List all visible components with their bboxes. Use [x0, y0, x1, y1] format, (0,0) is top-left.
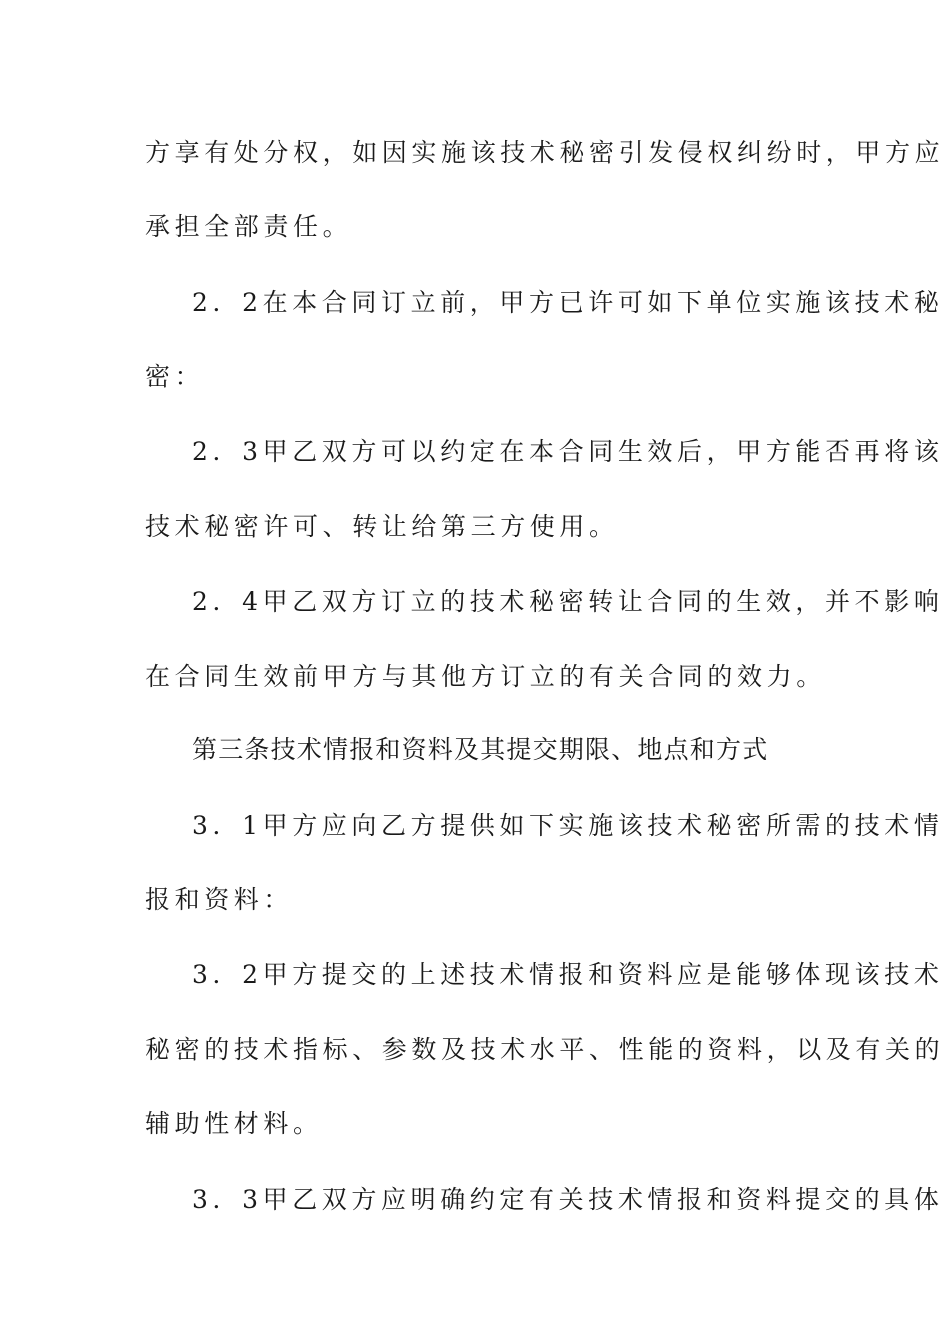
clause-2-2-line: 2．2在本合同订立前，甲方已许可如下单位实施该技术秘	[192, 288, 944, 317]
paragraph-line: 辅助性材料。	[145, 1109, 323, 1138]
paragraph-line: 报和资料：	[145, 885, 294, 914]
clause-3-1-line: 3．1甲方应向乙方提供如下实施该技术秘密所需的技术情	[192, 811, 944, 840]
clause-2-3-line: 2．3甲乙双方可以约定在本合同生效后，甲方能否再将该	[192, 437, 944, 466]
paragraph-line: 方享有处分权，如因实施该技术秘密引发侵权纠纷时，甲方应	[145, 138, 945, 167]
paragraph-line: 在合同生效前甲方与其他方订立的有关合同的效力。	[145, 662, 826, 691]
paragraph-line: 承担全部责任。	[145, 212, 353, 241]
clause-3-3-line: 3．3甲乙双方应明确约定有关技术情报和资料提交的具体	[192, 1185, 944, 1214]
paragraph-line: 密：	[145, 362, 205, 391]
paragraph-line: 技术秘密许可、转让给第三方使用。	[145, 512, 619, 541]
clause-2-4-line: 2．4甲乙双方订立的技术秘密转让合同的生效，并不影响	[192, 587, 944, 616]
paragraph-line: 秘密的技术指标、参数及技术水平、性能的资料，以及有关的	[145, 1035, 945, 1064]
clause-3-2-line: 3．2甲方提交的上述技术情报和资料应是能够体现该技术	[192, 960, 944, 989]
article-3-heading: 第三条技术情报和资料及其提交期限、地点和方式	[192, 735, 769, 764]
